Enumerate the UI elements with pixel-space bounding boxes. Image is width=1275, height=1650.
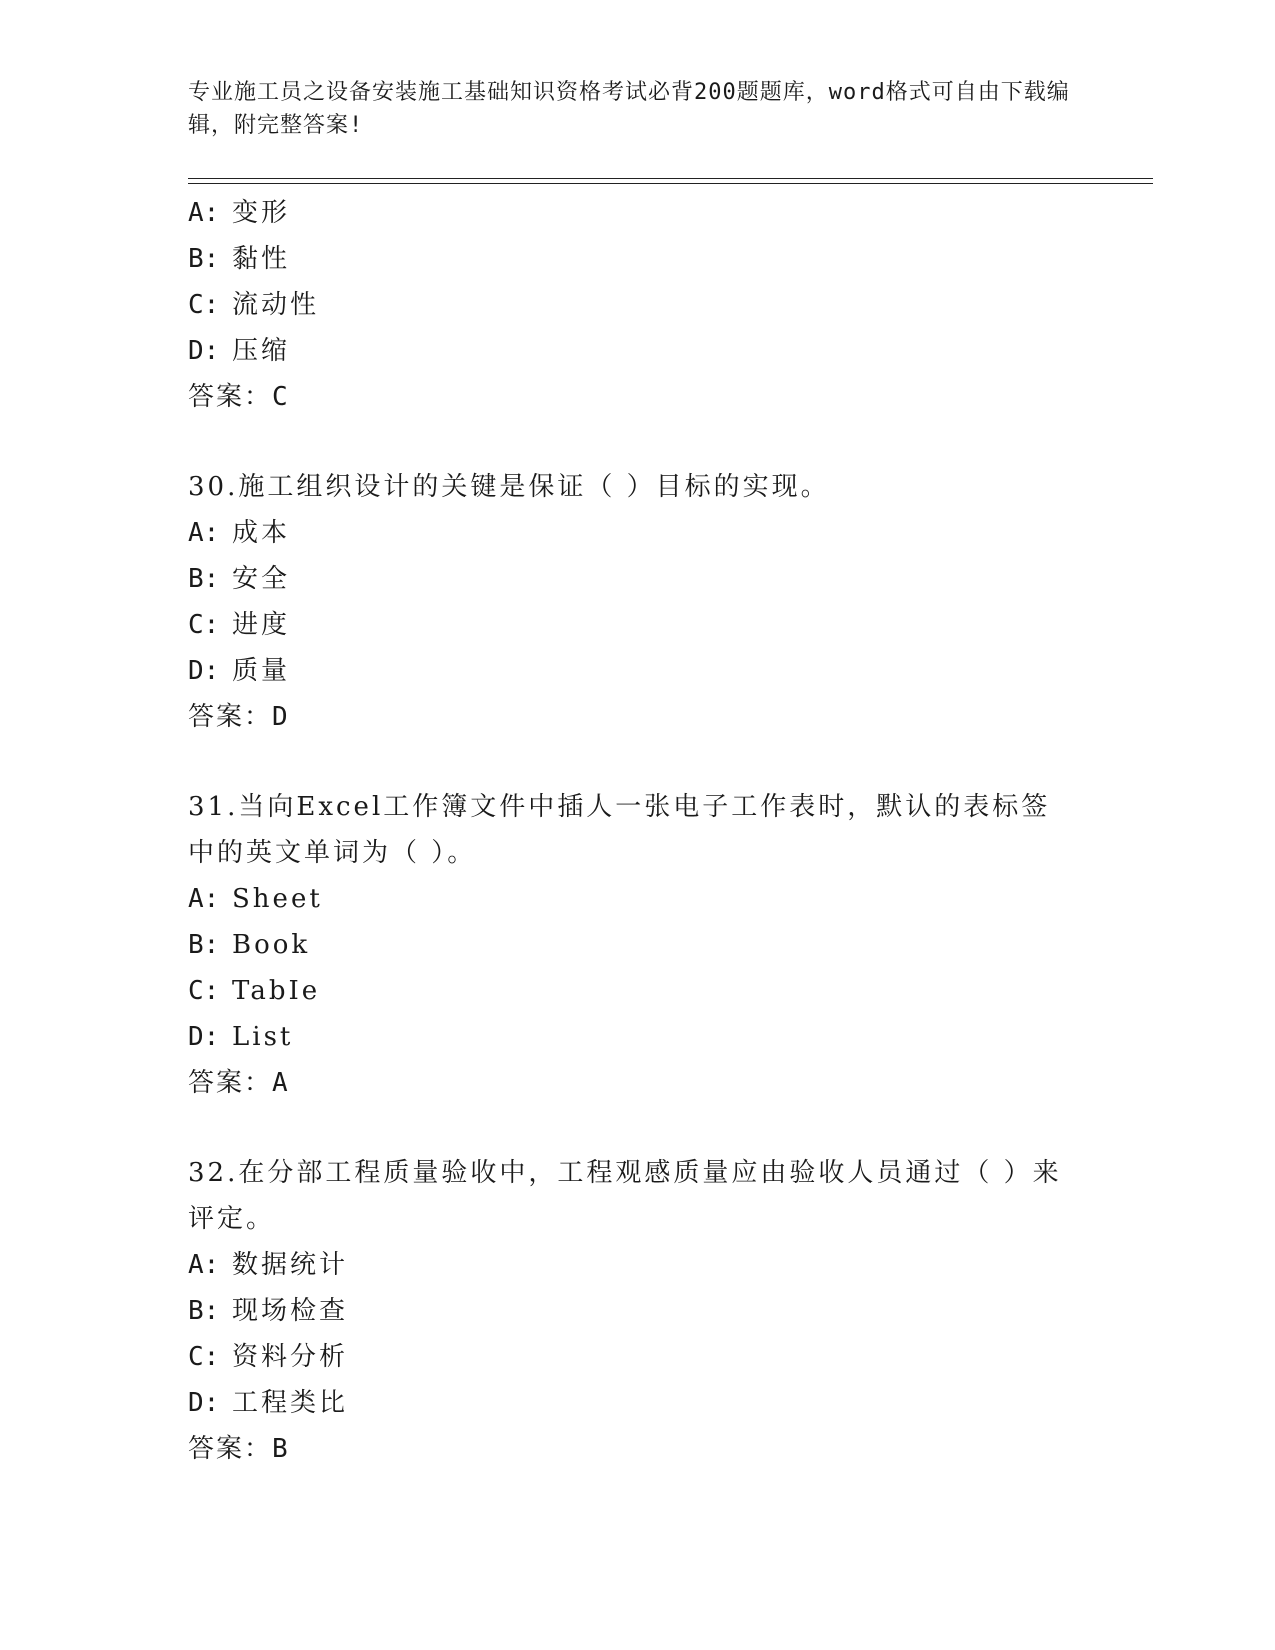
question-text: 32.在分部工程质量验收中，工程观感质量应由验收人员通过（ ）来评定。 <box>188 1158 1062 1234</box>
option-d: D: List <box>188 1022 294 1052</box>
option-c: C: TabIe <box>188 976 321 1006</box>
question-list <box>188 190 1088 1472</box>
option-a: A: 变形 <box>188 198 291 228</box>
option-c: C: 资料分析 <box>188 1342 349 1372</box>
document-header: 专业施工员之设备安装施工基础知识资格考试必背200题题库，word格式可自由下载编辑，附完整答案! <box>188 80 1070 138</box>
option-d: D: 压缩 <box>188 336 291 366</box>
option-a: A: 成本 <box>188 518 291 548</box>
option-d: D: 质量 <box>188 656 291 686</box>
option-a: A: Sheet <box>188 884 323 914</box>
option-b: B: 黏性 <box>188 244 291 274</box>
question-block-31 <box>188 784 1088 1106</box>
option-b: B: 现场检查 <box>188 1296 349 1326</box>
question-block-30 <box>188 464 1088 740</box>
answer-value: C <box>272 382 288 412</box>
option-d: D: 工程类比 <box>188 1388 349 1418</box>
header-rule-bottom <box>188 183 1153 184</box>
answer-line: 答案：D <box>188 702 288 732</box>
answer-value: B <box>272 1434 288 1464</box>
option-c: C: 流动性 <box>188 290 320 320</box>
answer-value: D <box>272 702 288 732</box>
answer-line: 答案：B <box>188 1434 288 1464</box>
option-c: C: 进度 <box>188 610 291 640</box>
question-block-32 <box>188 1150 1088 1472</box>
question-text: 30.施工组织设计的关键是保证（ ）目标的实现。 <box>188 472 830 502</box>
header-rule-top <box>188 178 1153 179</box>
question-block-prev <box>188 190 1088 420</box>
answer-line: 答案：C <box>188 382 288 412</box>
option-b: B: 安全 <box>188 564 291 594</box>
answer-line: 答案：A <box>188 1068 288 1098</box>
answer-value: A <box>272 1068 288 1098</box>
option-b: B: Book <box>188 930 311 960</box>
question-text: 31.当向Excel工作簿文件中插人一张电子工作表时，默认的表标签中的英文单词为（ ）。 <box>188 792 1051 868</box>
option-a: A: 数据统计 <box>188 1250 349 1280</box>
